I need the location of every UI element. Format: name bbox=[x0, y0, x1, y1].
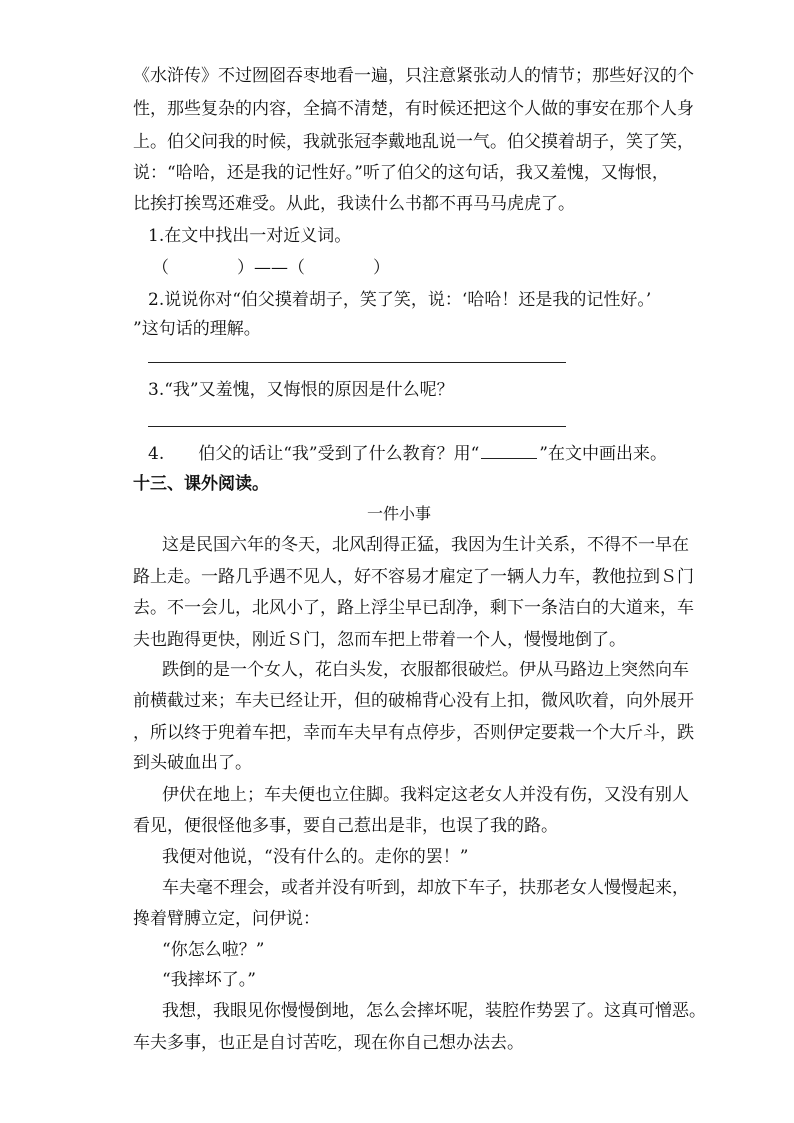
story-line: 我便对他说，“没有什么的。走你的罢！” bbox=[162, 847, 469, 867]
passage-line: 比挨打挨骂还难受。从此，我读什么书都不再马马虎虎了。 bbox=[133, 194, 575, 214]
story-line: 伊伏在地上；车夫便也立住脚。我料定这老女人并没有伤，又没有别人 bbox=[162, 785, 689, 805]
question-4-text-end: ”在文中画出来。 bbox=[539, 444, 667, 464]
story-line: 这是民国六年的冬天，北风刮得正猛，我因为生计关系，不得不一早在 bbox=[162, 535, 689, 555]
story-line: 夫也跑得更快，刚近Ｓ门，忽而车把上带着一个人，慢慢地倒了。 bbox=[133, 630, 626, 650]
story-line: 车夫毫不理会，或者并没有听到，却放下车子，扶那老女人慢慢起来， bbox=[162, 878, 689, 898]
story-title: 一件小事 bbox=[367, 504, 432, 523]
story-line: 搀着臂膊立定，问伊说： bbox=[133, 909, 320, 929]
story-line: 看见，便很怪他多事，要自己惹出是非，也误了我的路。 bbox=[133, 816, 558, 836]
question-4 bbox=[148, 442, 667, 464]
question-1: 1.在文中找出一对近义词。 bbox=[148, 226, 352, 246]
passage-line: 《水浒传》不过囫囵吞枣地看一遍，只注意紧张动人的情节；那些好汉的个 bbox=[133, 66, 694, 86]
question-2: 2.说说你对“伯父摸着胡子，笑了笑，说：‘哈哈！还是我的记性好。’ bbox=[148, 290, 652, 310]
passage-line: 性，那些复杂的内容，全搞不清楚，有时候还把这个人做的事安在那个人身 bbox=[133, 99, 694, 119]
passage-line: 上。伯父问我的时候，我就张冠李戴地乱说一气。伯父摸着胡子，笑了笑， bbox=[133, 132, 694, 152]
story-line: 车夫多事，也正是自讨苦吃，现在你自己想办法去。 bbox=[133, 1033, 524, 1053]
story-line: 到头破血出了。 bbox=[133, 753, 252, 773]
question-4-text-start: 4. 伯父的话让“我”受到了什么教育？用“ bbox=[148, 444, 480, 464]
story-line: 前横截过来；车夫已经让开，但的破棉背心没有上扣，微风吹着，向外展开 bbox=[133, 691, 694, 711]
answer-line-3[interactable] bbox=[148, 426, 566, 427]
story-line: “你怎么啦？” bbox=[162, 940, 265, 960]
story-line: “我摔坏了。” bbox=[162, 970, 256, 990]
question-3: 3.“我”又羞愧，又悔恨的原因是什么呢？ bbox=[148, 380, 454, 400]
passage-line: 说：“哈哈，还是我的记性好。”听了伯父的这句话，我又羞愧，又悔恨， bbox=[133, 163, 669, 183]
question-1-answer-blank[interactable]: （ ）——（ ） bbox=[152, 258, 390, 278]
section-heading: 十三、课外阅读。 bbox=[133, 474, 269, 494]
answer-line-2[interactable] bbox=[148, 362, 566, 363]
story-line: ，所以终于兜着车把，幸而车夫早有点停步，否则伊定要栽一个大斤斗，跌 bbox=[133, 723, 694, 743]
question-2-cont: ”这句话的理解。 bbox=[133, 319, 261, 339]
question-4-underline-blank bbox=[481, 442, 537, 459]
story-line: 路上走。一路几乎遇不见人，好不容易才雇定了一辆人力车，教他拉到Ｓ门 bbox=[133, 567, 694, 587]
story-line: 跌倒的是一个女人，花白头发，衣服都很破烂。伊从马路边上突然向车 bbox=[162, 660, 689, 680]
story-line: 去。不一会儿，北风小了，路上浮尘早已刮净，剩下一条洁白的大道来，车 bbox=[133, 598, 694, 618]
story-line: 我想，我眼见你慢慢倒地，怎么会摔坏呢，装腔作势罢了。这真可憎恶。 bbox=[162, 1001, 706, 1021]
